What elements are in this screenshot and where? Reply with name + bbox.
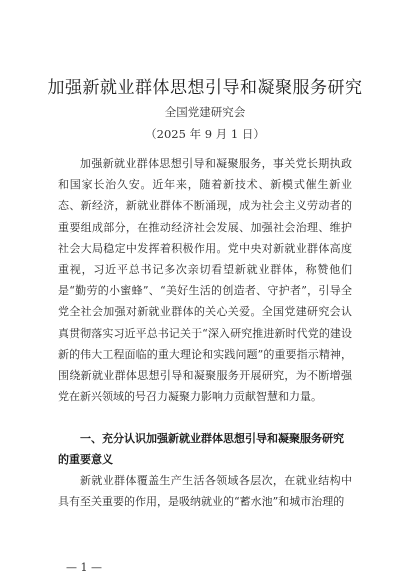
- document-date: （2025 年 9 月 1 日）: [145, 127, 265, 141]
- document-organization: 全国党建研究会: [164, 105, 246, 119]
- section-heading: 一、充分认识加强新就业群体思想引导和凝聚服务研究的重要意义: [58, 432, 344, 467]
- section-paragraph: 新就业群体覆盖生产生活各领域各层次，在就业结构中具有至关重要的作用，是吸纳就业的“蓄水池”和城市治理的: [58, 474, 352, 509]
- page-number: — 1 —: [66, 561, 102, 574]
- intro-paragraph: 加强新就业群体思想引导和凝聚服务，事关党长期执政和国家长治久安。近年来，随着新技术、新模式催生新业态、新经济，新就业群体不断涌现，成为社会主义劳动者的重要组成部分，在推动经济社会发展、加强社会治理、维护社会大局稳定中发挥着积极作用。党中央对新就业群体高度重视，习近平总书记多次亲切看望新就业群体，称赞他们是“勤劳的小蜜蜂”、“美好生活的创造者、守护者”，引导全党全社会加强对新就业群体的关心关爱。全国党建研究会认真贯彻落实习近平总书记关于“深入研究推进新时代党的建设新的伟大工程面临的重大理论和实践问题”的重要指示精神，围绕新就业群体思想引导和凝聚服务开展研究，为不断增强党在新兴领域的号召力凝聚力影响力贡献智慧和力量。: [58, 157, 352, 404]
- document-title: 加强新就业群体思想引导和凝聚服务研究: [47, 78, 363, 98]
